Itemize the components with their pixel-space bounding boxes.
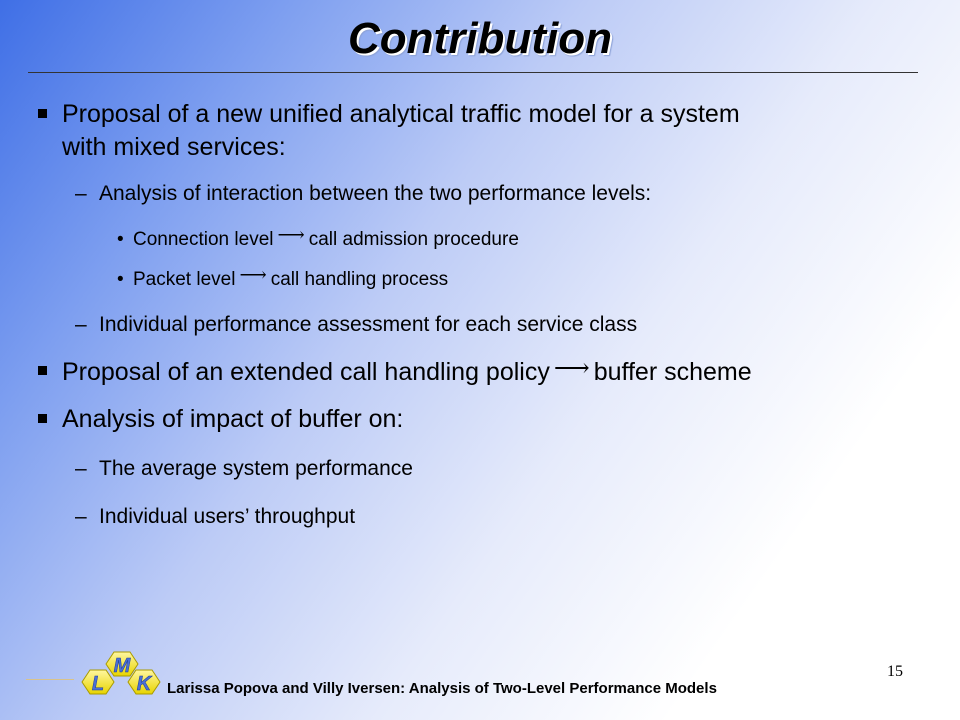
sub-bullet-text: Analysis of interaction between the two performance levels: (99, 182, 652, 205)
dash-marker: – (75, 457, 87, 480)
title-divider (28, 72, 918, 73)
bullet-2 (62, 353, 752, 387)
sub-bullet-text: The average system performance (99, 457, 413, 480)
bullet-2-before: Proposal of an extended call handling policy (62, 358, 550, 386)
bullet-2-after: buffer scheme (593, 358, 752, 386)
logo-letter-k: K (136, 673, 152, 695)
bullet-1 (62, 100, 740, 129)
bullet-3-text: Analysis of impact of buffer on: (62, 405, 404, 433)
dot-marker: • (117, 229, 124, 250)
logo-letter-l: L (91, 673, 105, 695)
sub-bullet-1-1 (75, 182, 651, 206)
dash-marker: – (75, 313, 87, 336)
sub-bullet-text: Individual performance assessment for each service class (99, 313, 638, 336)
bullet-3 (62, 405, 403, 434)
bullet-1-cont (62, 133, 286, 162)
square-bullet-icon (38, 109, 47, 118)
bullet-1-line2: with mixed services: (62, 133, 286, 161)
sub-bullet-text: Individual users’ throughput (99, 505, 356, 528)
item-after: call handling process (270, 269, 449, 290)
item-before: Packet level (133, 269, 236, 290)
sub-bullet-1-2 (75, 313, 637, 337)
item-after: call admission procedure (308, 229, 519, 250)
logo-letter-m: M (113, 655, 131, 677)
right-arrow-icon: ⟶ (553, 353, 590, 382)
bullet-1-line1: Proposal of a new unified analytical traffic model for a system (62, 100, 740, 128)
lmk-logo-icon (70, 644, 170, 706)
square-bullet-icon (38, 366, 47, 375)
footer-rule (26, 679, 74, 680)
item-before: Connection level (133, 229, 274, 250)
right-arrow-icon: ⟶ (277, 224, 305, 246)
footer-text: Larissa Popova and Villy Iversen: Analysis of Two-Level Performance Models (167, 680, 717, 697)
page-number: 15 (887, 663, 903, 680)
right-arrow-icon: ⟶ (239, 264, 267, 286)
square-bullet-icon (38, 414, 47, 423)
dot-marker: • (117, 269, 124, 290)
sub-bullet-3-2 (75, 505, 355, 529)
slide-title: Contribution (348, 14, 612, 63)
sub-sub-bullet-1 (117, 224, 519, 251)
dash-marker: – (75, 182, 87, 205)
sub-bullet-3-1 (75, 457, 413, 481)
sub-sub-bullet-2 (117, 264, 449, 291)
dash-marker: – (75, 505, 87, 528)
